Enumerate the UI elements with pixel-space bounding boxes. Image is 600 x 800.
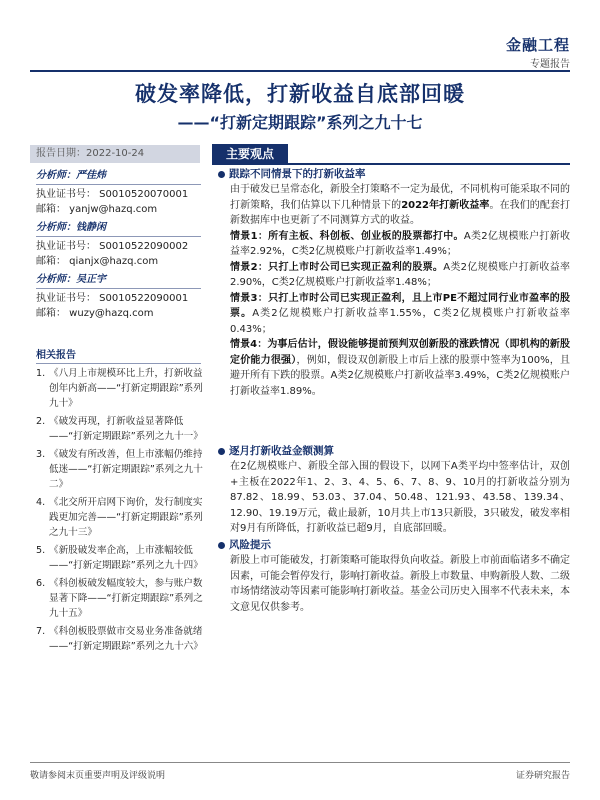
point-title: 风险提示 [218,537,570,553]
analyst-email[interactable]: 邮箱： wuzy@hazq.com [36,308,154,319]
paragraph: 由于破发已呈常态化，新股全打策略不一定为最优，不同机构可能采取不同的打新策略，我们估算以下几种情景下的2022年打新收益率。在我们的配套打新数据库中也更新了不同测算方式的收益。 [230,184,571,226]
footer-label: 证券研究报告 [515,771,570,781]
bullet-icon [218,448,225,455]
report-date: 报告日期：2022-10-24 [30,145,200,163]
related-reports-title: 相关报告 [36,346,201,364]
footer-disclaimer: 敬请参阅末页重要声明及评级说明 [30,771,166,781]
analyst-block [36,168,201,217]
analyst-name: 分析师：吴正宇 [36,272,201,289]
point-section [218,537,570,615]
list-item[interactable]: 3. 《破发有所改善，但上市涨幅仍维持低迷——“打新定期跟踪”系列之九十二》 [36,449,203,490]
analyst-name: 分析师：钱静闲 [36,220,201,237]
scenario-4: 情景4：为事后估计，假设能够提前预判双创新股的涨跌情况（即机构的新股定价能力很强），例如，假设双创新股上市后上涨的股票中签率为100%，且避开所有下跌的股票。A类2亿规模账户打新收益率3.49%，C类2亿规模账户打新收益率1.89%。 [230,339,571,397]
brand-title: 金融工程 [505,36,570,54]
page-subtitle: ——“打新定期跟踪”系列之九十七 [177,113,423,132]
analyst-cert: 执业证书号： S0010520070001 [36,189,189,200]
paragraph: 新股上市可能破发，打新策略可能取得负向收益。新股上市前面临诸多不确定因素，可能会暂停发行，影响打新收益。新股上市数量、申购新股人数、二级市场情绪波动等因素可能影响打新收益。基金公司历史入围率不代表未来，本文意见仅供参考。 [230,555,570,613]
footer-divider [30,762,570,763]
report-type: 专题报告 [530,59,570,70]
analyst-cert: 执业证书号： S0010522090001 [36,293,189,304]
page-title: 破发率降低，打新收益自底部回暖 [135,82,465,106]
scenario-1: 情景1：所有主板、科创板、创业板的股票都打中。A类2亿规模账户打新收益率2.92%，C类2亿规模账户打新收益率1.49%； [230,230,570,257]
list-item[interactable]: 6. 《科创板破发幅度较大，参与账户数显著下降——“打新定期跟踪”系列之九十五》 [36,578,203,619]
point-title: 跟踪不同情景下的打新收益率 [218,166,570,182]
main-points-header [212,143,570,165]
main-points-title: 主要观点 [212,144,288,164]
list-item[interactable]: 5. 《新股破发率企高，上市涨幅较低——“打新定期跟踪”系列之九十四》 [36,545,203,571]
point-section [218,166,570,399]
scenario-2: 情景2：只打上市时公司已实现正盈利的股票。A类2亿规模账户打新收益率2.90%，C类2亿规模账户打新收益率1.48%； [230,261,570,288]
paragraph: 在2亿规模账户、新股全部入围的假设下，以网下A类平均中签率估计，双创+主板在2022年1、2、3、4、5、6、7、8、9、10月的打新收益分别为87.82、18.99、53.03、37.04、50.48、121.93、43.58、139.34、12.90、19.19万元，截止最新，10月共上市13只新股，3只破发，破发率相对9月有所降低，打新收益已超9月，自底部回暖。 [230,461,570,534]
scenario-3: 情景3：只打上市时公司已实现正盈利，且上市PE不超过同行业市盈率的股票。A类2亿规模账户打新收益率1.55%，C类2亿规模账户打新收益率0.43%； [230,292,570,335]
bullet-icon [218,542,225,549]
list-item[interactable]: 7. 《科创板股票做市交易业务准备就绪——“打新定期跟踪”系列之九十六》 [36,626,203,652]
header-divider [30,70,570,72]
point-section [218,443,570,537]
list-item[interactable]: 4. 《北交所开启网下询价，发行制度实践更加完善——“打新定期跟踪”系列之九十三》 [36,497,203,538]
bullet-icon [218,171,225,178]
analyst-cert: 执业证书号： S0010522090002 [36,241,189,252]
related-reports-list [36,366,206,657]
analyst-block [36,272,201,321]
analyst-block [36,220,201,269]
analyst-email[interactable]: 邮箱： yanjw@hazq.com [36,204,158,215]
analyst-name: 分析师：严佳炜 [36,168,201,185]
list-item[interactable]: 2. 《破发再现，打新收益显著降低——“打新定期跟踪”系列之九十一》 [36,416,203,442]
list-item[interactable]: 1. 《八月上市规模环比上升，打新收益创年内新高——“打新定期跟踪”系列九十》 [36,368,203,409]
analyst-email[interactable]: 邮箱： qianjx@hazq.com [36,256,159,267]
point-title: 逐月打新收益金额测算 [218,443,570,459]
